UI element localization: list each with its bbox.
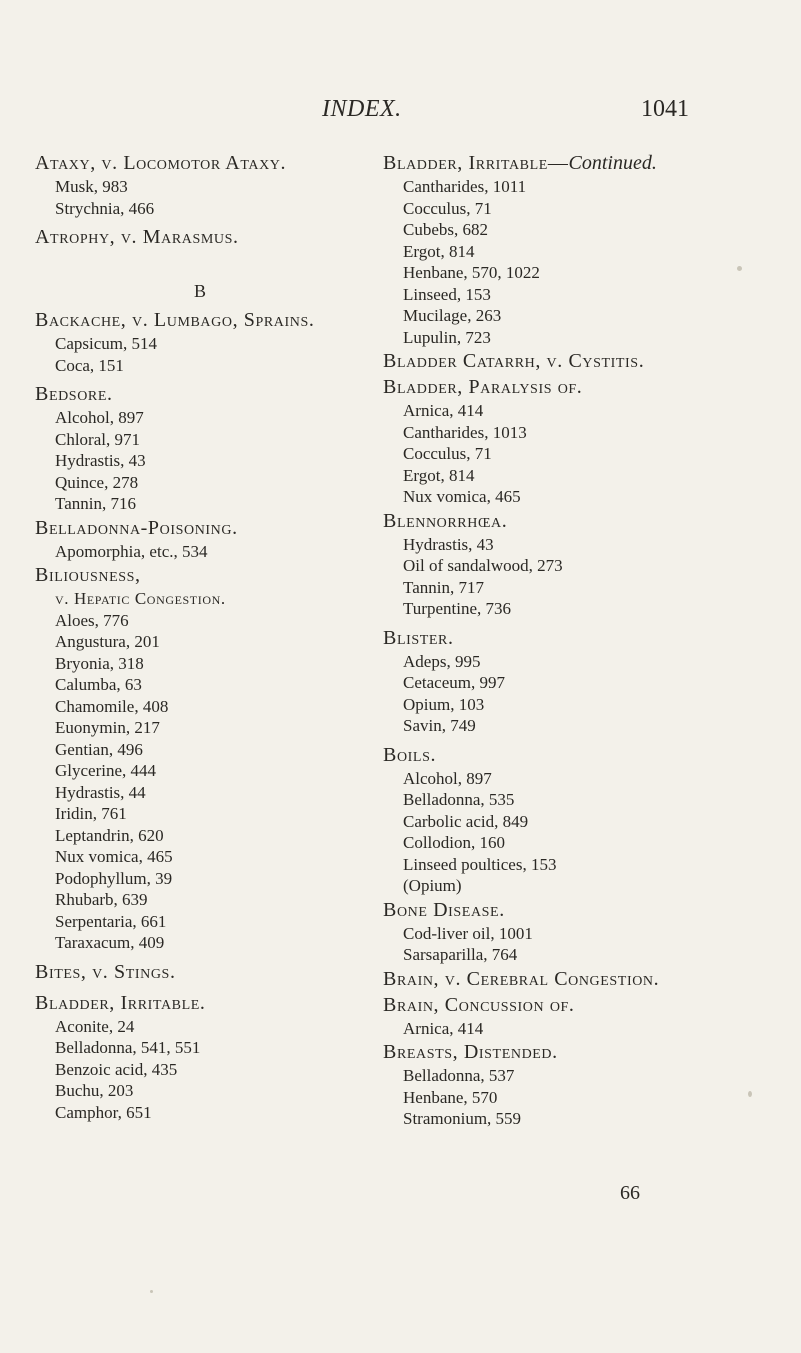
entry-item: Camphor, 651 — [55, 1102, 152, 1122]
entry-item: Arnica, 414 — [403, 1018, 484, 1038]
entry-item: Stramonium, 559 — [403, 1109, 522, 1128]
entry-item: Bryonia, 318 — [55, 653, 144, 673]
entry-item: Savin, 749 — [403, 716, 476, 735]
paper-speck — [737, 266, 742, 271]
entry-item: Cocculus, 71 — [403, 198, 492, 218]
entry-item: Collodion, 160 — [403, 833, 506, 852]
entry-item: Angustura, 201 — [55, 632, 160, 651]
entry-item: Buchu, 203 — [55, 1081, 134, 1100]
entry-item: Leptandrin, 620 — [55, 825, 164, 845]
entry-item: Chamomile, 408 — [55, 696, 169, 716]
entry-item: Mucilage, 263 — [403, 306, 502, 325]
entry-item: Taraxacum, 409 — [55, 933, 165, 952]
entry-item: Podophyllum, 39 — [55, 868, 173, 888]
entry-heading-backache: Backache, v. Lumbago, Sprains. — [35, 309, 315, 331]
entry-item: Serpentaria, 661 — [55, 911, 167, 931]
entry-heading-brain-concussion: Brain, Concussion of. — [383, 993, 575, 1016]
entry-item: Musk, 983 — [55, 177, 128, 196]
entry-heading-bladder-irritable: Bladder, Irritable. — [35, 991, 206, 1014]
entry-item: Adeps, 995 — [403, 651, 481, 671]
entry-item: Belladonna, 537 — [403, 1066, 515, 1085]
entry-item: Ergot, 814 — [403, 241, 475, 261]
entry-item: Hydrastis, 43 — [403, 534, 494, 554]
entry-heading-ataxy: Ataxy, v. Locomotor Ataxy. — [35, 152, 287, 174]
entry-item: Cantharides, 1013 — [403, 422, 527, 442]
entry-item: Carbolic acid, 849 — [403, 811, 529, 831]
entry-item: Euonymin, 217 — [55, 718, 160, 737]
entry-item: Opium, 103 — [403, 694, 485, 714]
entry-item: Coca, 151 — [55, 355, 124, 375]
entry-item: Calumba, 63 — [55, 675, 142, 694]
entry-item: Aloes, 776 — [55, 610, 129, 630]
entry-item: Cubebs, 682 — [403, 220, 488, 239]
page-number: 1041 — [641, 96, 689, 122]
entry-heading-bone-disease: Bone Disease. — [383, 898, 505, 921]
entry-item: Iridin, 761 — [55, 804, 127, 823]
signature-mark: 66 — [620, 1182, 640, 1204]
entry-item: Capsicum, 514 — [55, 334, 157, 353]
entry-heading-bites: Bites, v. Stings. — [35, 960, 176, 983]
running-title: INDEX. — [322, 96, 402, 122]
entry-item: Hydrastis, 44 — [55, 782, 146, 802]
entry-item: Hydrastis, 43 — [55, 451, 146, 470]
section-letter: B — [193, 281, 206, 301]
paper-speck — [150, 1290, 153, 1293]
entry-item: Benzoic acid, 435 — [55, 1059, 178, 1079]
right-column — [383, 150, 778, 1130]
entry-item: Cod-liver oil, 1001 — [403, 923, 533, 943]
entry-heading-blennorrhoea: Blennorrhœa. — [383, 509, 508, 532]
entry-heading-bladder-catarrh: Bladder Catarrh, v. Cystitis. — [383, 350, 645, 372]
entry-item: Sarsaparilla, 764 — [403, 945, 518, 964]
entry-item: Ergot, 814 — [403, 465, 475, 485]
entry-item: Belladonna, 541, 551 — [55, 1038, 201, 1057]
entry-heading-breasts: Breasts, Distended. — [383, 1041, 558, 1063]
continued-label: Continued. — [568, 152, 657, 174]
entry-subheading-hepatic: v. Hepatic Congestion. — [55, 589, 226, 608]
entry-item: Cetaceum, 997 — [403, 673, 505, 692]
entry-heading-biliousness: Biliousness, — [35, 564, 141, 586]
heading-text: Bladder, Irritable— — [383, 152, 569, 174]
entry-item: Gentian, 496 — [55, 739, 143, 759]
entry-item: Cocculus, 71 — [403, 444, 492, 463]
entry-heading-boils: Boils. — [383, 743, 437, 766]
entry-item: Nux vomica, 465 — [403, 487, 521, 506]
entry-item: Oil of sandalwood, 273 — [403, 556, 563, 575]
entry-item: Nux vomica, 465 — [55, 847, 173, 866]
entry-item: Turpentine, 736 — [403, 599, 511, 618]
entry-heading-bladder-paralysis: Bladder, Paralysis of. — [383, 376, 583, 398]
entry-item: Alcohol, 897 — [403, 768, 492, 788]
entry-item: Quince, 278 — [55, 472, 139, 492]
entry-item: Henbane, 570 — [403, 1087, 498, 1107]
entry-heading-blister: Blister. — [383, 626, 454, 649]
entry-heading-brain-congestion: Brain, v. Cerebral Congestion. — [383, 967, 660, 990]
left-column — [35, 150, 365, 1123]
entry-item: (Opium) — [403, 876, 462, 895]
entry-heading-belladonna-poisoning: Belladonna-Poisoning. — [35, 516, 238, 539]
entry-item: Strychnia, 466 — [55, 198, 155, 218]
entry-item: Apomorphia, etc., 534 — [55, 541, 208, 561]
entry-item: Tannin, 716 — [55, 494, 136, 513]
entry-heading-bladder-continued — [383, 150, 778, 176]
entry-item: Tannin, 717 — [403, 577, 484, 597]
entry-heading-bedsore: Bedsore. — [35, 383, 113, 405]
entry-item: Glycerine, 444 — [55, 761, 157, 780]
entry-item: Henbane, 570, 1022 — [403, 263, 540, 282]
entry-item: Chloral, 971 — [55, 429, 140, 449]
entry-item: Belladonna, 535 — [403, 790, 515, 809]
entry-heading-atrophy: Atrophy, v. Marasmus. — [35, 226, 239, 248]
paper-speck — [748, 1091, 752, 1097]
page-header — [0, 96, 801, 126]
entry-item: Aconite, 24 — [55, 1016, 135, 1036]
entry-item: Lupulin, 723 — [403, 327, 491, 347]
entry-item: Cantharides, 1011 — [403, 177, 527, 196]
entry-item: Linseed poultices, 153 — [403, 854, 557, 874]
entry-item: Arnica, 414 — [403, 401, 484, 420]
entry-item: Alcohol, 897 — [55, 408, 144, 427]
entry-item: Rhubarb, 639 — [55, 890, 148, 909]
entry-item: Linseed, 153 — [403, 284, 491, 304]
